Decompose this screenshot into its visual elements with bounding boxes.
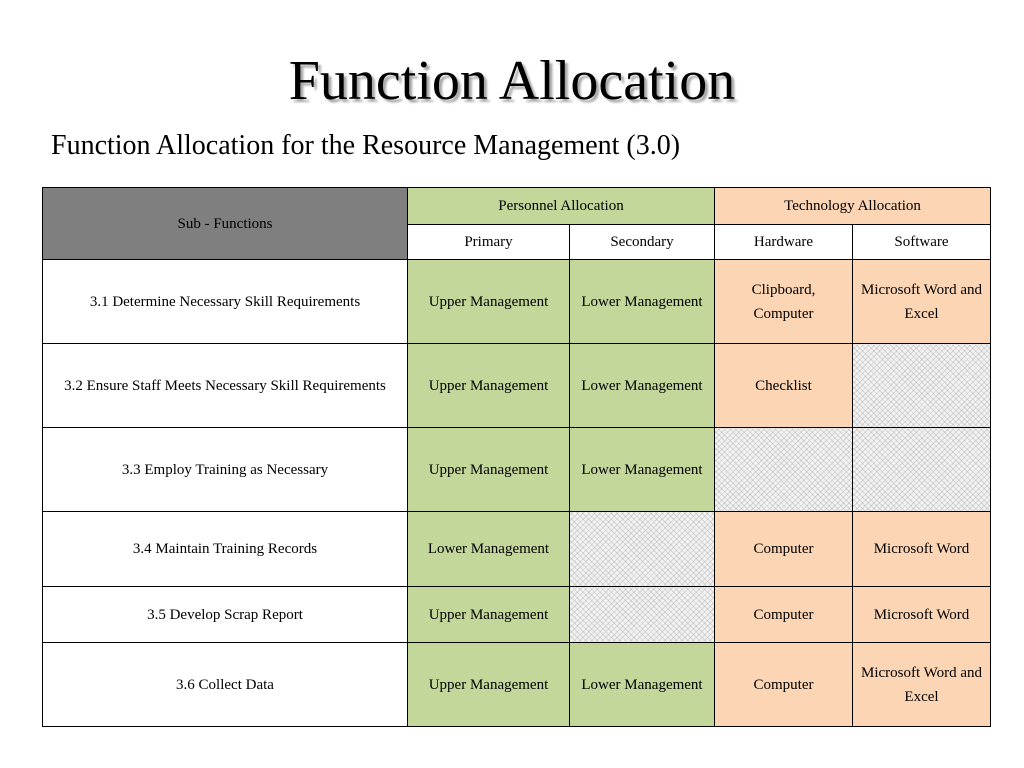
secondary-cell: Lower Management xyxy=(570,344,715,428)
function-cell: 3.1 Determine Necessary Skill Requirements xyxy=(43,260,408,344)
hardware-cell: Clipboard, Computer xyxy=(715,260,853,344)
software-cell: Microsoft Word and Excel xyxy=(853,260,991,344)
hardware-cell: Computer xyxy=(715,512,853,587)
primary-cell: Upper Management xyxy=(408,428,570,512)
header-primary: Primary xyxy=(408,225,570,260)
function-cell: 3.4 Maintain Training Records xyxy=(43,512,408,587)
hardware-cell: Computer xyxy=(715,643,853,727)
software-cell: Microsoft Word and Excel xyxy=(853,643,991,727)
slide-subtitle: Function Allocation for the Resource Management (3.0) xyxy=(51,130,681,161)
table-row xyxy=(43,344,991,428)
primary-cell: Upper Management xyxy=(408,344,570,428)
secondary-cell: Lower Management xyxy=(570,260,715,344)
empty-hardware-cell xyxy=(715,428,853,512)
allocation-table xyxy=(42,187,991,727)
header-secondary: Secondary xyxy=(570,225,715,260)
header-personnel-allocation: Personnel Allocation xyxy=(408,188,715,225)
table-row xyxy=(43,643,991,727)
hardware-cell: Checklist xyxy=(715,344,853,428)
empty-secondary-cell xyxy=(570,587,715,643)
table-row xyxy=(43,428,991,512)
empty-software-cell xyxy=(853,428,991,512)
table-row xyxy=(43,260,991,344)
function-cell: 3.6 Collect Data xyxy=(43,643,408,727)
header-hardware: Hardware xyxy=(715,225,853,260)
software-cell: Microsoft Word xyxy=(853,587,991,643)
header-row-groups xyxy=(43,188,991,225)
primary-cell: Upper Management xyxy=(408,643,570,727)
slide-title: Function Allocation xyxy=(288,50,736,112)
primary-cell: Upper Management xyxy=(408,587,570,643)
table-row xyxy=(43,587,991,643)
primary-cell: Lower Management xyxy=(408,512,570,587)
secondary-cell: Lower Management xyxy=(570,643,715,727)
hardware-cell: Computer xyxy=(715,587,853,643)
primary-cell: Upper Management xyxy=(408,260,570,344)
header-sub-functions: Sub - Functions xyxy=(43,188,408,260)
empty-software-cell xyxy=(853,344,991,428)
secondary-cell: Lower Management xyxy=(570,428,715,512)
function-cell: 3.2 Ensure Staff Meets Necessary Skill Requirements xyxy=(43,344,408,428)
table-row xyxy=(43,512,991,587)
function-cell: 3.5 Develop Scrap Report xyxy=(43,587,408,643)
header-technology-allocation: Technology Allocation xyxy=(715,188,991,225)
software-cell: Microsoft Word xyxy=(853,512,991,587)
header-software: Software xyxy=(853,225,991,260)
function-cell: 3.3 Employ Training as Necessary xyxy=(43,428,408,512)
empty-secondary-cell xyxy=(570,512,715,587)
